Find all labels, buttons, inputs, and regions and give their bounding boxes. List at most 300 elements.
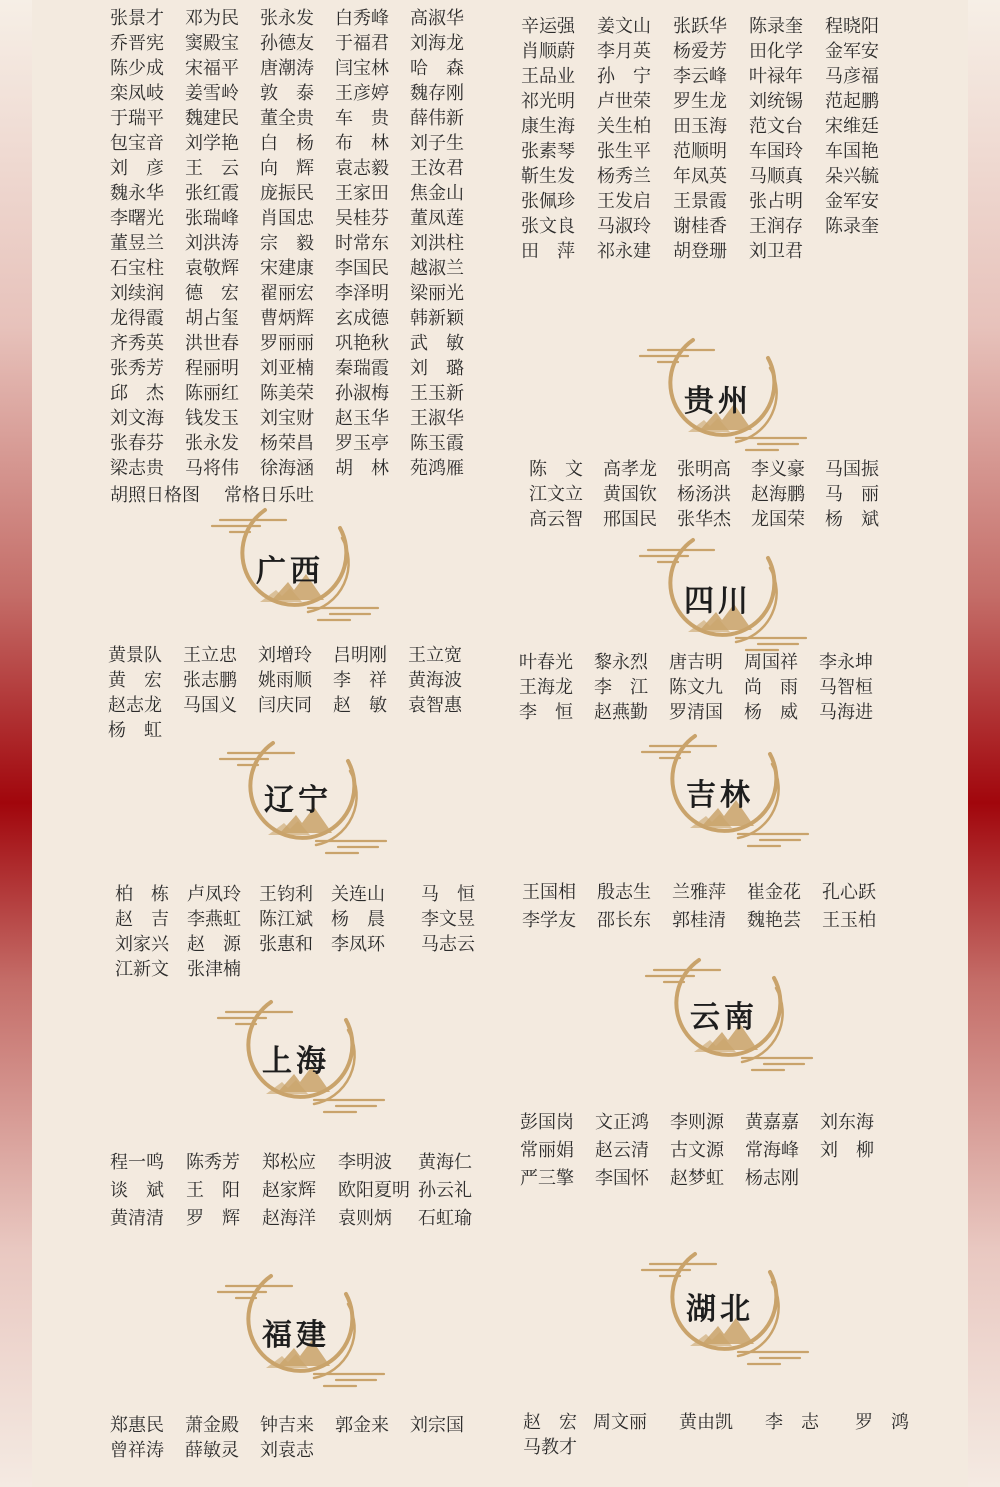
list-item: 罗 辉 bbox=[186, 1208, 240, 1229]
list-item: 袁敬辉 bbox=[185, 258, 239, 279]
list-item: 刘子生 bbox=[410, 133, 464, 154]
list-item: 刘东海 bbox=[820, 1112, 874, 1133]
list-item: 刘宝财 bbox=[260, 408, 314, 429]
list-item: 刘文海 bbox=[110, 408, 164, 429]
list-item: 赵海洋 bbox=[262, 1208, 316, 1229]
list-item: 郑惠民 bbox=[110, 1415, 164, 1436]
list-item: 田化学 bbox=[749, 41, 803, 62]
list-item: 钟吉来 bbox=[260, 1415, 314, 1436]
list-item: 于瑞平 bbox=[110, 108, 164, 129]
list-item: 赵燕勤 bbox=[594, 702, 648, 723]
list-item: 叶禄年 bbox=[749, 66, 803, 87]
list-item: 董昱兰 bbox=[110, 233, 164, 254]
list-item: 闫宝林 bbox=[335, 58, 389, 79]
list-item: 康生海 bbox=[521, 116, 575, 137]
list-item: 李明波 bbox=[338, 1152, 392, 1173]
list-item: 江新文 bbox=[115, 959, 169, 980]
list-item: 卢世荣 bbox=[597, 91, 651, 112]
list-item: 张津楠 bbox=[187, 959, 241, 980]
badge-guizhou bbox=[618, 330, 818, 460]
list-item: 杨 斌 bbox=[825, 509, 879, 530]
list-item: 萧金殿 bbox=[185, 1415, 239, 1436]
list-item: 彭国岗 bbox=[520, 1112, 574, 1133]
list-item: 陈文九 bbox=[669, 677, 723, 698]
list-item: 袁志毅 bbox=[335, 158, 389, 179]
list-item: 黄嘉嘉 bbox=[745, 1112, 799, 1133]
list-item: 王玉柏 bbox=[822, 910, 876, 931]
list-item: 杨汤洪 bbox=[677, 484, 731, 505]
list-item: 孔心跃 bbox=[822, 882, 876, 903]
section-title-guangxi: 广西 bbox=[256, 554, 324, 589]
list-item: 程晓阳 bbox=[825, 16, 879, 37]
list-item: 车 贵 bbox=[335, 108, 389, 129]
section-title-jilin: 吉林 bbox=[686, 778, 754, 813]
name-grid bbox=[110, 1413, 485, 1463]
list-item: 张志鹏 bbox=[183, 670, 237, 691]
list-item: 张红霞 bbox=[185, 183, 239, 204]
list-item: 祁光明 bbox=[521, 91, 575, 112]
list-item: 宋建康 bbox=[260, 258, 314, 279]
list-item: 梁志贵 bbox=[110, 458, 164, 479]
section-names-shanghai bbox=[110, 1150, 494, 1231]
section-title-hubei: 湖北 bbox=[686, 1292, 754, 1327]
list-item: 肖顺蔚 bbox=[521, 41, 575, 62]
list-item: 赵 吉 bbox=[115, 909, 169, 930]
list-item: 赵 宏 bbox=[523, 1412, 577, 1433]
list-item: 宗 毅 bbox=[260, 233, 314, 254]
list-item: 薛敏灵 bbox=[185, 1440, 239, 1461]
list-item: 曾祥涛 bbox=[110, 1440, 164, 1461]
list-item: 宋福平 bbox=[185, 58, 239, 79]
list-item: 刘亚楠 bbox=[260, 358, 314, 379]
list-item: 张秀芳 bbox=[110, 358, 164, 379]
list-item: 刘袁志 bbox=[260, 1440, 314, 1461]
list-item: 马智桓 bbox=[819, 677, 873, 698]
top-right-name-list bbox=[521, 14, 901, 264]
list-item: 韩新颖 bbox=[410, 308, 464, 329]
list-item: 石虹瑜 bbox=[418, 1208, 472, 1229]
list-item: 张华杰 bbox=[677, 509, 731, 530]
list-item: 张惠和 bbox=[259, 934, 313, 955]
badge-sichuan bbox=[618, 530, 818, 660]
list-item: 曹炳辉 bbox=[260, 308, 314, 329]
list-item: 古文源 bbox=[670, 1140, 724, 1161]
list-item: 秦瑞霞 bbox=[335, 358, 389, 379]
list-item: 常丽娟 bbox=[520, 1140, 574, 1161]
name-grid bbox=[115, 882, 493, 982]
list-item: 李国怀 bbox=[595, 1168, 649, 1189]
list-item: 杨 威 bbox=[744, 702, 798, 723]
section-title-fujian: 福建 bbox=[262, 1318, 330, 1353]
top-left-name-list bbox=[110, 6, 485, 508]
list-item: 乔晋宪 bbox=[110, 33, 164, 54]
list-item: 胡 林 bbox=[335, 458, 389, 479]
list-item: 陈录奎 bbox=[825, 216, 879, 237]
section-title-liaoning: 辽宁 bbox=[264, 783, 332, 818]
list-item: 马国义 bbox=[183, 695, 237, 716]
list-item: 李永坤 bbox=[819, 652, 873, 673]
list-item: 徐海涵 bbox=[260, 458, 314, 479]
list-item: 王海龙 bbox=[519, 677, 573, 698]
list-item: 赵海鹏 bbox=[751, 484, 805, 505]
list-item: 车国艳 bbox=[825, 141, 879, 162]
section-names-liaoning bbox=[115, 882, 493, 982]
list-item: 王 阳 bbox=[186, 1180, 240, 1201]
list-item: 程丽明 bbox=[185, 358, 239, 379]
list-item: 武 敏 bbox=[410, 333, 464, 354]
list-item: 白 杨 bbox=[260, 133, 314, 154]
section-names-yunnan bbox=[520, 1110, 895, 1191]
list-item: 年凤英 bbox=[673, 166, 727, 187]
list-item: 赵 源 bbox=[187, 934, 241, 955]
list-item: 李月英 bbox=[597, 41, 651, 62]
list-item: 白秀峰 bbox=[335, 8, 389, 29]
list-item: 谈 斌 bbox=[110, 1180, 164, 1201]
list-item: 李 江 bbox=[594, 677, 648, 698]
list-item: 张春芬 bbox=[110, 433, 164, 454]
list-item: 郭金来 bbox=[335, 1415, 389, 1436]
list-item: 姜雪岭 bbox=[185, 83, 239, 104]
name-grid bbox=[521, 14, 901, 264]
list-item: 李 恒 bbox=[519, 702, 573, 723]
name-grid bbox=[519, 650, 894, 725]
list-item: 刘学艳 bbox=[185, 133, 239, 154]
list-item: 张明高 bbox=[677, 459, 731, 480]
list-item: 陈美荣 bbox=[260, 383, 314, 404]
list-item: 刘统锡 bbox=[749, 91, 803, 112]
list-item: 王家田 bbox=[335, 183, 389, 204]
list-item: 石宝柱 bbox=[110, 258, 164, 279]
list-item: 张瑞峰 bbox=[185, 208, 239, 229]
list-item: 罗清国 bbox=[669, 702, 723, 723]
list-item: 邢国民 bbox=[603, 509, 657, 530]
list-item: 程一鸣 bbox=[110, 1152, 164, 1173]
list-item: 范文台 bbox=[749, 116, 803, 137]
name-grid bbox=[520, 1110, 895, 1191]
list-item: 杨秀兰 bbox=[597, 166, 651, 187]
list-item: 郭桂清 bbox=[672, 910, 726, 931]
list-item: 卢凤玲 bbox=[187, 884, 241, 905]
list-item: 越淑兰 bbox=[410, 258, 464, 279]
list-item: 文正鸿 bbox=[595, 1112, 649, 1133]
list-item: 李文昱 bbox=[421, 909, 475, 930]
name-grid bbox=[108, 643, 483, 743]
list-item: 柏 栋 bbox=[115, 884, 169, 905]
list-item: 常海峰 bbox=[745, 1140, 799, 1161]
list-item: 高云智 bbox=[529, 509, 583, 530]
section-title-guizhou: 贵州 bbox=[684, 384, 752, 419]
list-item: 张文良 bbox=[521, 216, 575, 237]
list-item: 罗 鸿 bbox=[855, 1412, 909, 1433]
section-title-shanghai: 上海 bbox=[262, 1044, 330, 1079]
list-item: 向 辉 bbox=[260, 158, 314, 179]
list-item: 李 志 bbox=[765, 1412, 819, 1433]
list-item: 常格日乐吐 bbox=[224, 485, 314, 506]
list-item: 刘洪柱 bbox=[410, 233, 464, 254]
list-item: 罗丽丽 bbox=[260, 333, 314, 354]
list-item: 王立宽 bbox=[408, 645, 462, 666]
list-item: 邓为民 bbox=[185, 8, 239, 29]
list-item: 尚 雨 bbox=[744, 677, 798, 698]
list-item: 肖国忠 bbox=[260, 208, 314, 229]
list-item: 李则源 bbox=[670, 1112, 724, 1133]
list-item: 黄由凯 bbox=[679, 1412, 733, 1433]
list-item: 王彦婷 bbox=[335, 83, 389, 104]
list-item: 刘卫君 bbox=[749, 241, 803, 262]
list-item: 刘续润 bbox=[110, 283, 164, 304]
list-item: 马将伟 bbox=[185, 458, 239, 479]
list-item: 闫庆同 bbox=[258, 695, 312, 716]
list-item: 张生平 bbox=[597, 141, 651, 162]
list-item: 龙国荣 bbox=[751, 509, 805, 530]
list-item: 金军安 bbox=[825, 191, 879, 212]
list-item: 王国相 bbox=[522, 882, 576, 903]
list-item: 王玉新 bbox=[410, 383, 464, 404]
list-item: 陈江斌 bbox=[259, 909, 313, 930]
list-item: 谢桂香 bbox=[673, 216, 727, 237]
badge-jilin bbox=[620, 726, 820, 856]
list-item: 赵志龙 bbox=[108, 695, 162, 716]
list-item: 刘洪涛 bbox=[185, 233, 239, 254]
left-red-border bbox=[0, 0, 32, 1487]
list-item: 胡登珊 bbox=[673, 241, 727, 262]
badge-shanghai bbox=[196, 992, 396, 1122]
list-item: 王淑华 bbox=[410, 408, 464, 429]
list-item: 于福君 bbox=[335, 33, 389, 54]
list-item: 宋维廷 bbox=[825, 116, 879, 137]
list-item: 张跃华 bbox=[673, 16, 727, 37]
badge-guangxi bbox=[190, 500, 390, 630]
list-item: 马国振 bbox=[825, 459, 879, 480]
list-item: 时常东 bbox=[335, 233, 389, 254]
list-item: 刘家兴 bbox=[115, 934, 169, 955]
list-item: 黄 宏 bbox=[108, 670, 162, 691]
list-item: 杨爱芳 bbox=[673, 41, 727, 62]
list-item: 胡占玺 bbox=[185, 308, 239, 329]
list-item: 翟丽宏 bbox=[260, 283, 314, 304]
list-item: 罗玉亭 bbox=[335, 433, 389, 454]
list-item: 杨志刚 bbox=[745, 1168, 799, 1189]
list-item: 马 丽 bbox=[825, 484, 879, 505]
list-item: 李曙光 bbox=[110, 208, 164, 229]
badge-hubei bbox=[620, 1244, 820, 1374]
list-item: 魏建民 bbox=[185, 108, 239, 129]
list-item: 巩艳秋 bbox=[335, 333, 389, 354]
list-item: 高孝龙 bbox=[603, 459, 657, 480]
list-item: 黄清清 bbox=[110, 1208, 164, 1229]
list-item: 朵兴毓 bbox=[825, 166, 879, 187]
list-item: 洪世春 bbox=[185, 333, 239, 354]
list-item: 张素琴 bbox=[521, 141, 575, 162]
list-item: 陈 文 bbox=[529, 459, 583, 480]
list-item: 黄海仁 bbox=[418, 1152, 472, 1173]
section-names-fujian bbox=[110, 1413, 485, 1463]
list-item: 布 林 bbox=[335, 133, 389, 154]
list-item: 田玉海 bbox=[673, 116, 727, 137]
list-item: 杨 晨 bbox=[331, 909, 385, 930]
list-item: 陈丽红 bbox=[185, 383, 239, 404]
list-item: 李云峰 bbox=[673, 66, 727, 87]
list-item: 靳生发 bbox=[521, 166, 575, 187]
list-item: 黄景队 bbox=[108, 645, 162, 666]
list-item: 齐秀英 bbox=[110, 333, 164, 354]
list-item: 田 萍 bbox=[521, 241, 575, 262]
list-item: 陈秀芳 bbox=[186, 1152, 240, 1173]
list-item: 赵 敏 bbox=[333, 695, 387, 716]
section-names-sichuan bbox=[519, 650, 894, 725]
name-grid bbox=[110, 1150, 494, 1231]
list-item: 刘 柳 bbox=[820, 1140, 874, 1161]
list-item: 庞振民 bbox=[260, 183, 314, 204]
list-item: 王 云 bbox=[185, 158, 239, 179]
list-item: 马教才 bbox=[523, 1437, 577, 1458]
list-item: 孙云礼 bbox=[418, 1180, 472, 1201]
list-item: 魏存刚 bbox=[410, 83, 464, 104]
list-item: 辛运强 bbox=[521, 16, 575, 37]
section-names-jilin bbox=[522, 880, 897, 933]
badge-liaoning bbox=[198, 733, 398, 863]
list-item: 郑松应 bbox=[262, 1152, 316, 1173]
list-item: 黄国钦 bbox=[603, 484, 657, 505]
list-item: 马顺真 bbox=[749, 166, 803, 187]
list-item: 李义豪 bbox=[751, 459, 805, 480]
list-item: 邱 杰 bbox=[110, 383, 164, 404]
list-item: 德 宏 bbox=[185, 283, 239, 304]
name-grid bbox=[529, 457, 899, 532]
list-item: 殷志生 bbox=[597, 882, 651, 903]
list-item: 周国祥 bbox=[744, 652, 798, 673]
list-item: 薛伟新 bbox=[410, 108, 464, 129]
list-item: 马淑玲 bbox=[597, 216, 651, 237]
list-item: 赵云清 bbox=[595, 1140, 649, 1161]
list-item: 罗生龙 bbox=[673, 91, 727, 112]
list-item: 王钧利 bbox=[259, 884, 313, 905]
list-item: 马彦福 bbox=[825, 66, 879, 87]
list-item: 张永发 bbox=[260, 8, 314, 29]
list-item: 金军安 bbox=[825, 41, 879, 62]
list-item: 窦殿宝 bbox=[185, 33, 239, 54]
list-item: 关生柏 bbox=[597, 116, 651, 137]
list-item: 刘增玲 bbox=[258, 645, 312, 666]
list-item: 栾凤岐 bbox=[110, 83, 164, 104]
list-item: 赵家辉 bbox=[262, 1180, 316, 1201]
list-item: 孙淑梅 bbox=[335, 383, 389, 404]
badge-fujian bbox=[196, 1266, 396, 1396]
list-item: 吕明刚 bbox=[333, 645, 387, 666]
section-names-guizhou bbox=[529, 457, 899, 532]
list-item: 焦金山 bbox=[410, 183, 464, 204]
list-item: 董凤莲 bbox=[410, 208, 464, 229]
section-names-hubei bbox=[523, 1410, 925, 1460]
list-item: 龙得霞 bbox=[110, 308, 164, 329]
list-item: 敦 泰 bbox=[260, 83, 314, 104]
list-item: 张永发 bbox=[185, 433, 239, 454]
list-item: 魏艳芸 bbox=[747, 910, 801, 931]
list-item: 姜文山 bbox=[597, 16, 651, 37]
list-item: 马海进 bbox=[819, 702, 873, 723]
list-item: 王品业 bbox=[521, 66, 575, 87]
list-item: 袁则炳 bbox=[338, 1208, 392, 1229]
list-item: 刘宗国 bbox=[410, 1415, 464, 1436]
section-names-guangxi bbox=[108, 643, 483, 743]
list-item: 周文丽 bbox=[593, 1412, 647, 1433]
list-item: 袁智惠 bbox=[408, 695, 462, 716]
list-item: 张佩珍 bbox=[521, 191, 575, 212]
list-item: 江文立 bbox=[529, 484, 583, 505]
list-item: 李 祥 bbox=[333, 670, 387, 691]
list-item: 张占明 bbox=[749, 191, 803, 212]
list-item: 李学友 bbox=[522, 910, 576, 931]
list-item: 叶春光 bbox=[519, 652, 573, 673]
list-item: 兰雅萍 bbox=[672, 882, 726, 903]
list-item: 魏永华 bbox=[110, 183, 164, 204]
list-item: 苑鸿雁 bbox=[410, 458, 464, 479]
list-item: 马 恒 bbox=[421, 884, 475, 905]
list-item: 张景才 bbox=[110, 8, 164, 29]
list-item: 哈 森 bbox=[410, 58, 464, 79]
list-item: 刘 璐 bbox=[410, 358, 464, 379]
badge-yunnan bbox=[624, 950, 824, 1080]
list-item: 陈少成 bbox=[110, 58, 164, 79]
list-item: 祁永建 bbox=[597, 241, 651, 262]
list-item: 李泽明 bbox=[335, 283, 389, 304]
name-grid bbox=[110, 6, 485, 481]
list-item: 崔金花 bbox=[747, 882, 801, 903]
list-item: 黎永烈 bbox=[594, 652, 648, 673]
list-item: 李凤环 bbox=[331, 934, 385, 955]
list-item: 高淑华 bbox=[410, 8, 464, 29]
list-item: 杨 虹 bbox=[108, 720, 162, 741]
list-item: 李国民 bbox=[335, 258, 389, 279]
list-item: 王汝君 bbox=[410, 158, 464, 179]
list-item: 董全贵 bbox=[260, 108, 314, 129]
list-item: 孙德友 bbox=[260, 33, 314, 54]
list-item: 姚雨顺 bbox=[258, 670, 312, 691]
list-item: 黄海波 bbox=[408, 670, 462, 691]
list-item: 钱发玉 bbox=[185, 408, 239, 429]
list-item: 邵长东 bbox=[597, 910, 651, 931]
list-item: 陈录奎 bbox=[749, 16, 803, 37]
list-item: 欧阳夏明 bbox=[338, 1180, 410, 1201]
list-item: 赵梦虹 bbox=[670, 1168, 724, 1189]
list-item: 胡照日格图 bbox=[110, 485, 200, 506]
section-title-sichuan: 四川 bbox=[684, 584, 752, 619]
list-item: 刘海龙 bbox=[410, 33, 464, 54]
list-item: 吴桂芬 bbox=[335, 208, 389, 229]
list-item: 梁丽光 bbox=[410, 283, 464, 304]
list-item: 唐潮涛 bbox=[260, 58, 314, 79]
list-item: 李燕虹 bbox=[187, 909, 241, 930]
list-item: 赵玉华 bbox=[335, 408, 389, 429]
list-item: 玄成德 bbox=[335, 308, 389, 329]
section-title-yunnan: 云南 bbox=[690, 1000, 758, 1035]
list-item: 孙 宁 bbox=[597, 66, 651, 87]
list-item: 王立忠 bbox=[183, 645, 237, 666]
list-item: 王景霞 bbox=[673, 191, 727, 212]
list-item: 王润存 bbox=[749, 216, 803, 237]
list-item: 杨荣昌 bbox=[260, 433, 314, 454]
list-item: 唐吉明 bbox=[669, 652, 723, 673]
list-item: 范起鹏 bbox=[825, 91, 879, 112]
right-red-border bbox=[968, 0, 1000, 1487]
list-item: 马志云 bbox=[421, 934, 475, 955]
list-item: 刘 彦 bbox=[110, 158, 164, 179]
list-item: 关连山 bbox=[331, 884, 385, 905]
list-item: 车国玲 bbox=[749, 141, 803, 162]
name-grid bbox=[523, 1410, 925, 1460]
list-item: 范顺明 bbox=[673, 141, 727, 162]
list-item: 王发启 bbox=[597, 191, 651, 212]
